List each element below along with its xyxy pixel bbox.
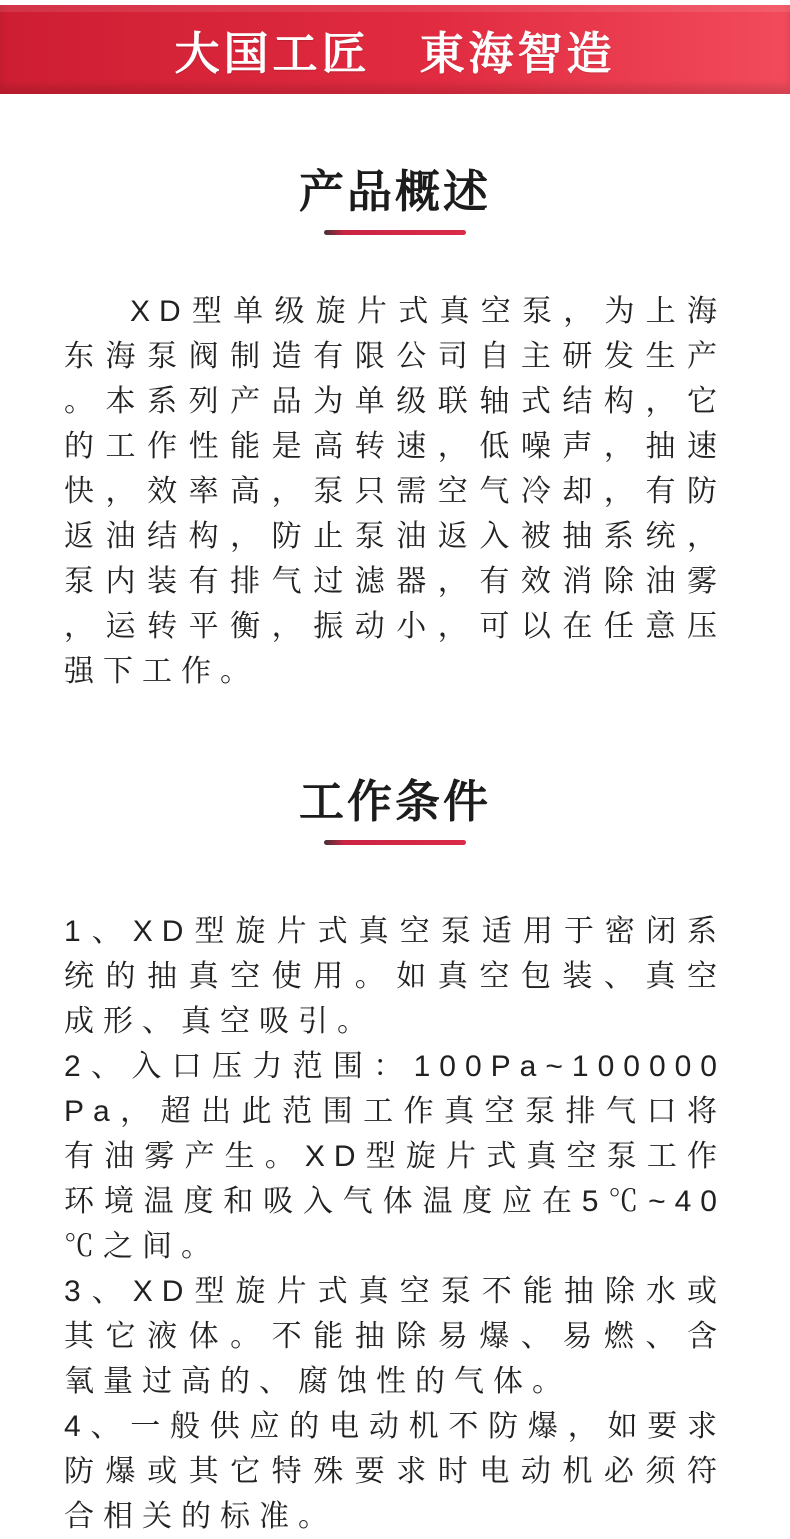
overview-paragraph: XD型单级旋片式真空泵，为上海东海泵阀制造有限公司自主研发生产。本系列产品为单级联轴式结构，它的工作性能是高转速，低噪声，抽速快，效率高，泵只需空气冷却，有防返油结构，防止泵油返入被抽系统，泵内装有排气过滤器，有效消除油雾，运转平衡，振动小，可以在任意压强下工作。 xyxy=(64,295,726,688)
condition-item-4: 4、一般供应的电动机不防爆，如要求防爆或其它特殊要求时电动机必须符合相关的标准。 xyxy=(64,1410,726,1533)
conditions-heading-underline xyxy=(324,840,466,845)
condition-item-1: 1、XD型旋片式真空泵适用于密闭系统的抽真空使用。如真空包装、真空成形、真空吸引。 xyxy=(64,915,726,1038)
banner-title: 大国工匠 東海智造 xyxy=(174,28,616,79)
overview-heading-underline xyxy=(324,230,466,235)
conditions-list xyxy=(64,909,726,1539)
conditions-heading: 工作条件 xyxy=(298,776,491,827)
overview-heading: 产品概述 xyxy=(298,166,491,217)
brand-banner xyxy=(0,5,790,94)
condition-item-2: 2、入口压力范围：100Pa~100000 Pa，超出此范围工作真空泵排气口将有油雾产生。XD型旋片式真空泵工作环境温度和吸入气体温度应在5℃~40℃之间。 xyxy=(64,1050,726,1263)
condition-item-3: 3、XD型旋片式真空泵不能抽除水或其它液体。不能抽除易爆、易燃、含氧量过高的、腐蚀性的气体。 xyxy=(64,1275,726,1398)
